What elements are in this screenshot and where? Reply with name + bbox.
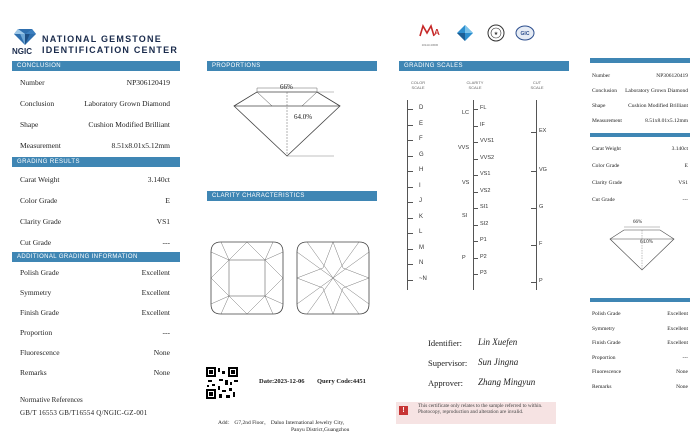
qr-code	[205, 366, 239, 400]
clarity-scale-grade: VVS1	[480, 138, 495, 144]
info-value: NP306120419	[126, 78, 170, 87]
signature-name: Sun Jingna	[478, 357, 519, 367]
info-row	[592, 310, 688, 318]
info-label: Number	[20, 78, 45, 87]
info-label: Proportion	[592, 354, 616, 361]
info-label: Remarks	[20, 368, 47, 377]
address-line2: Panyu District,Guangzhou	[291, 427, 350, 433]
info-label: Remarks	[592, 383, 612, 390]
color-scale-letter: N	[419, 260, 424, 266]
color-scale-tick	[407, 125, 413, 126]
info-value: None	[153, 348, 170, 357]
table-percent: 66%	[280, 83, 293, 91]
cut-scale-tick	[531, 171, 536, 172]
info-label: Fluorescence	[20, 348, 60, 357]
clarity-scale-grade: SI1	[480, 204, 489, 210]
color-scale-tick	[407, 249, 413, 250]
info-label: Shape	[20, 120, 39, 129]
info-row	[592, 179, 688, 187]
info-label: Clarity Grade	[592, 180, 623, 186]
clarity-scale-tick	[473, 241, 478, 242]
svg-text:GIC: GIC	[520, 31, 530, 37]
accreditation-diamond-icon	[456, 24, 474, 42]
info-value: Cushion Modified Brilliant	[88, 120, 170, 129]
info-value: 8.51x8.01x5.12mm	[645, 118, 688, 124]
side-table-percent: 66%	[633, 220, 643, 225]
issue-date: Date:2023-12-06	[259, 378, 305, 385]
info-label: Carat Weight	[20, 175, 60, 184]
info-value: Excellent	[667, 340, 688, 346]
section-grading-scales: GRADING SCALES	[399, 61, 569, 71]
color-scale-header	[405, 80, 431, 90]
side-proportion-diagram	[604, 222, 680, 272]
info-label: Cut Grade	[20, 238, 52, 247]
info-label: Measurement	[592, 118, 622, 124]
color-scale-tick	[407, 171, 413, 172]
info-row	[20, 288, 170, 298]
info-label: Symmetry	[592, 325, 615, 332]
info-row	[20, 328, 170, 338]
clarity-scale-tick	[473, 175, 478, 176]
info-row	[592, 339, 688, 347]
clarity-scale-group: LC	[462, 110, 470, 116]
color-scale-letter: E	[419, 120, 424, 127]
info-row	[20, 141, 170, 151]
color-scale-letter: I	[419, 182, 421, 189]
clarity-plot-pavilion	[293, 238, 373, 318]
query-code: Query Code:4451	[317, 378, 366, 385]
color-scale-tick	[407, 218, 413, 219]
info-value: Excellent	[141, 268, 170, 277]
address-line1: Add： G7,2nd Floor， Daluo International Jewelry City,	[218, 420, 345, 426]
side-depth-percent: 64.0%	[640, 240, 653, 245]
signature-name: Lin Xuefen	[478, 337, 518, 347]
info-row	[592, 145, 688, 153]
clarity-scale-group: VS	[462, 180, 470, 186]
info-label: Symmetry	[20, 288, 52, 297]
clarity-scale-grade: SI2	[480, 220, 489, 227]
info-label: Color Grade	[20, 196, 58, 205]
clarity-scale-group: VVS	[458, 145, 470, 151]
info-label: Clarity Grade	[20, 217, 62, 226]
color-scale-tick	[407, 187, 413, 188]
depth-percent: 64.0%	[294, 113, 313, 121]
info-row	[592, 72, 688, 80]
clarity-scale-tick	[473, 225, 478, 226]
info-label: Polish Grade	[20, 268, 59, 277]
color-scale-bar	[407, 100, 408, 290]
info-row	[20, 175, 170, 185]
clarity-scale-head-1: CLARITY	[466, 80, 484, 85]
clarity-scale-grade: P2	[480, 253, 487, 260]
info-label: Shape	[592, 103, 606, 109]
info-label: Proportion	[20, 328, 53, 337]
info-row	[592, 117, 688, 125]
cma-badge	[418, 24, 442, 47]
info-row	[592, 383, 688, 391]
info-label: Finish Grade	[592, 340, 621, 346]
info-label: Measurement	[20, 141, 61, 150]
cut-scale-tick	[531, 208, 536, 209]
cut-scale-tick	[531, 282, 536, 283]
info-label: Conclusion	[20, 99, 55, 108]
color-scale-tick	[407, 156, 413, 157]
cut-scale-grade: P	[539, 278, 543, 284]
info-value: None	[676, 369, 688, 375]
diamond-logo-icon	[12, 28, 38, 46]
cut-scale-head-2: SCALE	[530, 85, 544, 90]
info-row	[592, 87, 688, 95]
info-label: Polish Grade	[592, 311, 621, 317]
info-value: Cushion Modified Brilliant	[628, 103, 688, 109]
info-value: VS1	[156, 217, 170, 226]
info-row	[20, 268, 170, 278]
side-lower-bar	[590, 298, 690, 302]
logo-text: NGIC	[12, 47, 32, 56]
info-value: VS1	[678, 180, 688, 186]
clarity-scale-tick	[473, 208, 478, 209]
clarity-scale-grade: P1	[480, 237, 487, 243]
info-value: Excellent	[141, 288, 170, 297]
cut-scale-bar	[536, 100, 537, 290]
info-label: Cut Grade	[592, 197, 615, 203]
clarity-scale-tick	[473, 159, 478, 160]
info-value: Laboratory Grown Diamond	[625, 88, 688, 94]
clarity-scale-tick	[473, 258, 478, 259]
clarity-scale-grade: VS1	[480, 171, 491, 177]
clarity-scale-grade: VS2	[480, 187, 491, 194]
clarity-scale-grade: VVS2	[480, 154, 495, 161]
clarity-scale-tick	[473, 192, 478, 193]
info-row	[20, 78, 170, 88]
color-scale-letter: D	[419, 105, 424, 111]
cut-scale-grade: VG	[539, 167, 547, 173]
color-scale-head-2: SCALE	[411, 85, 425, 90]
clarity-scale-grade: IF	[480, 121, 485, 128]
info-value: 3.140ct	[147, 175, 170, 184]
color-scale-letter: L	[419, 229, 423, 235]
info-value: ---	[682, 354, 688, 361]
info-value: Laboratory Grown Diamond	[84, 99, 170, 108]
warning-text: This certificate only relates to the sample referred to within. Photocopy, reproduction and alteration are invalid.	[418, 403, 543, 415]
warning-icon: !	[399, 406, 408, 415]
seal-badge-icon	[487, 24, 505, 42]
side-mid-bar	[590, 133, 690, 137]
svg-text:★: ★	[493, 31, 499, 37]
cut-scale-head-1: CUT	[532, 80, 542, 85]
clarity-scale-group: P	[462, 255, 466, 261]
cma-logo-icon	[418, 24, 442, 38]
section-proportions: PROPORTIONS	[207, 61, 377, 71]
cut-scale-grade: G	[539, 204, 544, 210]
info-value: E	[165, 196, 170, 205]
signature-label: Approver:	[428, 378, 463, 388]
info-value: 3.140ct	[671, 146, 688, 152]
color-scale-letter: ~N	[419, 275, 427, 282]
info-value: Excellent	[667, 325, 688, 332]
info-row	[592, 162, 688, 170]
info-row	[592, 354, 688, 362]
color-scale-tick	[407, 202, 413, 203]
cut-scale-grade: F	[539, 241, 543, 247]
info-label: Carat Weight	[592, 146, 621, 152]
org-name-line2: IDENTIFICATION CENTER	[42, 45, 179, 55]
section-clarity: CLARITY CHARACTERISTICS	[207, 191, 377, 201]
color-scale-tick	[407, 264, 413, 265]
clarity-scale-head-2: SCALE	[468, 85, 482, 90]
clarity-scale-grade: P3	[480, 270, 487, 276]
color-scale-letter: K	[419, 213, 424, 220]
signature-label: Identifier:	[428, 338, 462, 348]
info-row	[20, 196, 170, 206]
color-scale-tick	[407, 109, 413, 110]
color-scale-head-1: COLOR	[410, 80, 426, 85]
info-value: ---	[162, 238, 170, 247]
info-row	[20, 120, 170, 130]
color-scale-tick	[407, 280, 413, 281]
info-value: E	[684, 163, 688, 169]
clarity-scale-tick	[473, 126, 478, 127]
clarity-scale-header	[462, 80, 488, 90]
color-scale-tick	[407, 140, 413, 141]
cut-scale-grade: EX	[539, 128, 547, 134]
info-label: Conclusion	[592, 88, 618, 94]
signature-label: Supervisor:	[428, 358, 468, 368]
color-scale-letter: H	[419, 167, 424, 173]
info-row	[20, 308, 170, 318]
info-row	[592, 196, 688, 204]
info-row	[20, 99, 170, 109]
info-value: Excellent	[141, 308, 170, 317]
info-value: ---	[682, 197, 688, 203]
side-top-bar	[590, 58, 690, 63]
clarity-scale-tick	[473, 142, 478, 143]
info-label: Fluorescence	[592, 369, 622, 375]
clarity-scale-grade: FL	[480, 105, 487, 111]
clarity-scale-group: SI	[462, 213, 468, 219]
normative-refs: GB/T 16553 GB/T16554 Q/NGIC-GZ-001	[20, 409, 148, 417]
info-value: ---	[162, 328, 170, 337]
org-name-line1: NATIONAL GEMSTONE	[42, 34, 162, 44]
lab-cert-icon	[515, 25, 535, 41]
info-row	[592, 368, 688, 376]
info-value: None	[153, 368, 170, 377]
cut-scale-header	[525, 80, 549, 90]
info-value: Excellent	[667, 311, 688, 317]
svg-text:A: A	[434, 28, 440, 37]
normative-title: Normative References	[20, 396, 83, 404]
info-row	[592, 102, 688, 110]
info-row	[20, 238, 170, 248]
section-conclusion: CONCLUSION	[12, 61, 180, 71]
info-row	[592, 325, 688, 333]
info-value: None	[676, 383, 688, 390]
clarity-scale-bar	[473, 100, 474, 290]
info-value: NP306120419	[656, 73, 688, 79]
color-scale-letter: F	[419, 136, 423, 142]
cma-number: 20241120000	[421, 43, 439, 47]
info-row	[20, 348, 170, 358]
info-row	[20, 217, 170, 227]
org-name	[42, 34, 178, 56]
info-label: Finish Grade	[20, 308, 59, 317]
color-scale-tick	[407, 233, 413, 234]
info-label: Color Grade	[592, 163, 620, 169]
signature-name: Zhang Mingyun	[478, 377, 536, 387]
cut-scale-tick	[531, 132, 536, 133]
color-scale-letter: G	[419, 151, 424, 158]
color-scale-letter: J	[419, 198, 422, 204]
info-row	[20, 368, 170, 378]
clarity-scale-tick	[473, 109, 478, 110]
clarity-scale-tick	[473, 274, 478, 275]
section-additional: ADDITIONAL GRADING INFORMATION	[12, 252, 180, 262]
cut-scale-tick	[531, 245, 536, 246]
clarity-plot-crown	[207, 238, 287, 318]
color-scale-letter: M	[419, 244, 424, 251]
section-grading-results: GRADING RESULTS	[12, 157, 180, 167]
info-label: Number	[592, 73, 611, 79]
info-value: 8.51x8.01x5.12mm	[111, 141, 170, 150]
